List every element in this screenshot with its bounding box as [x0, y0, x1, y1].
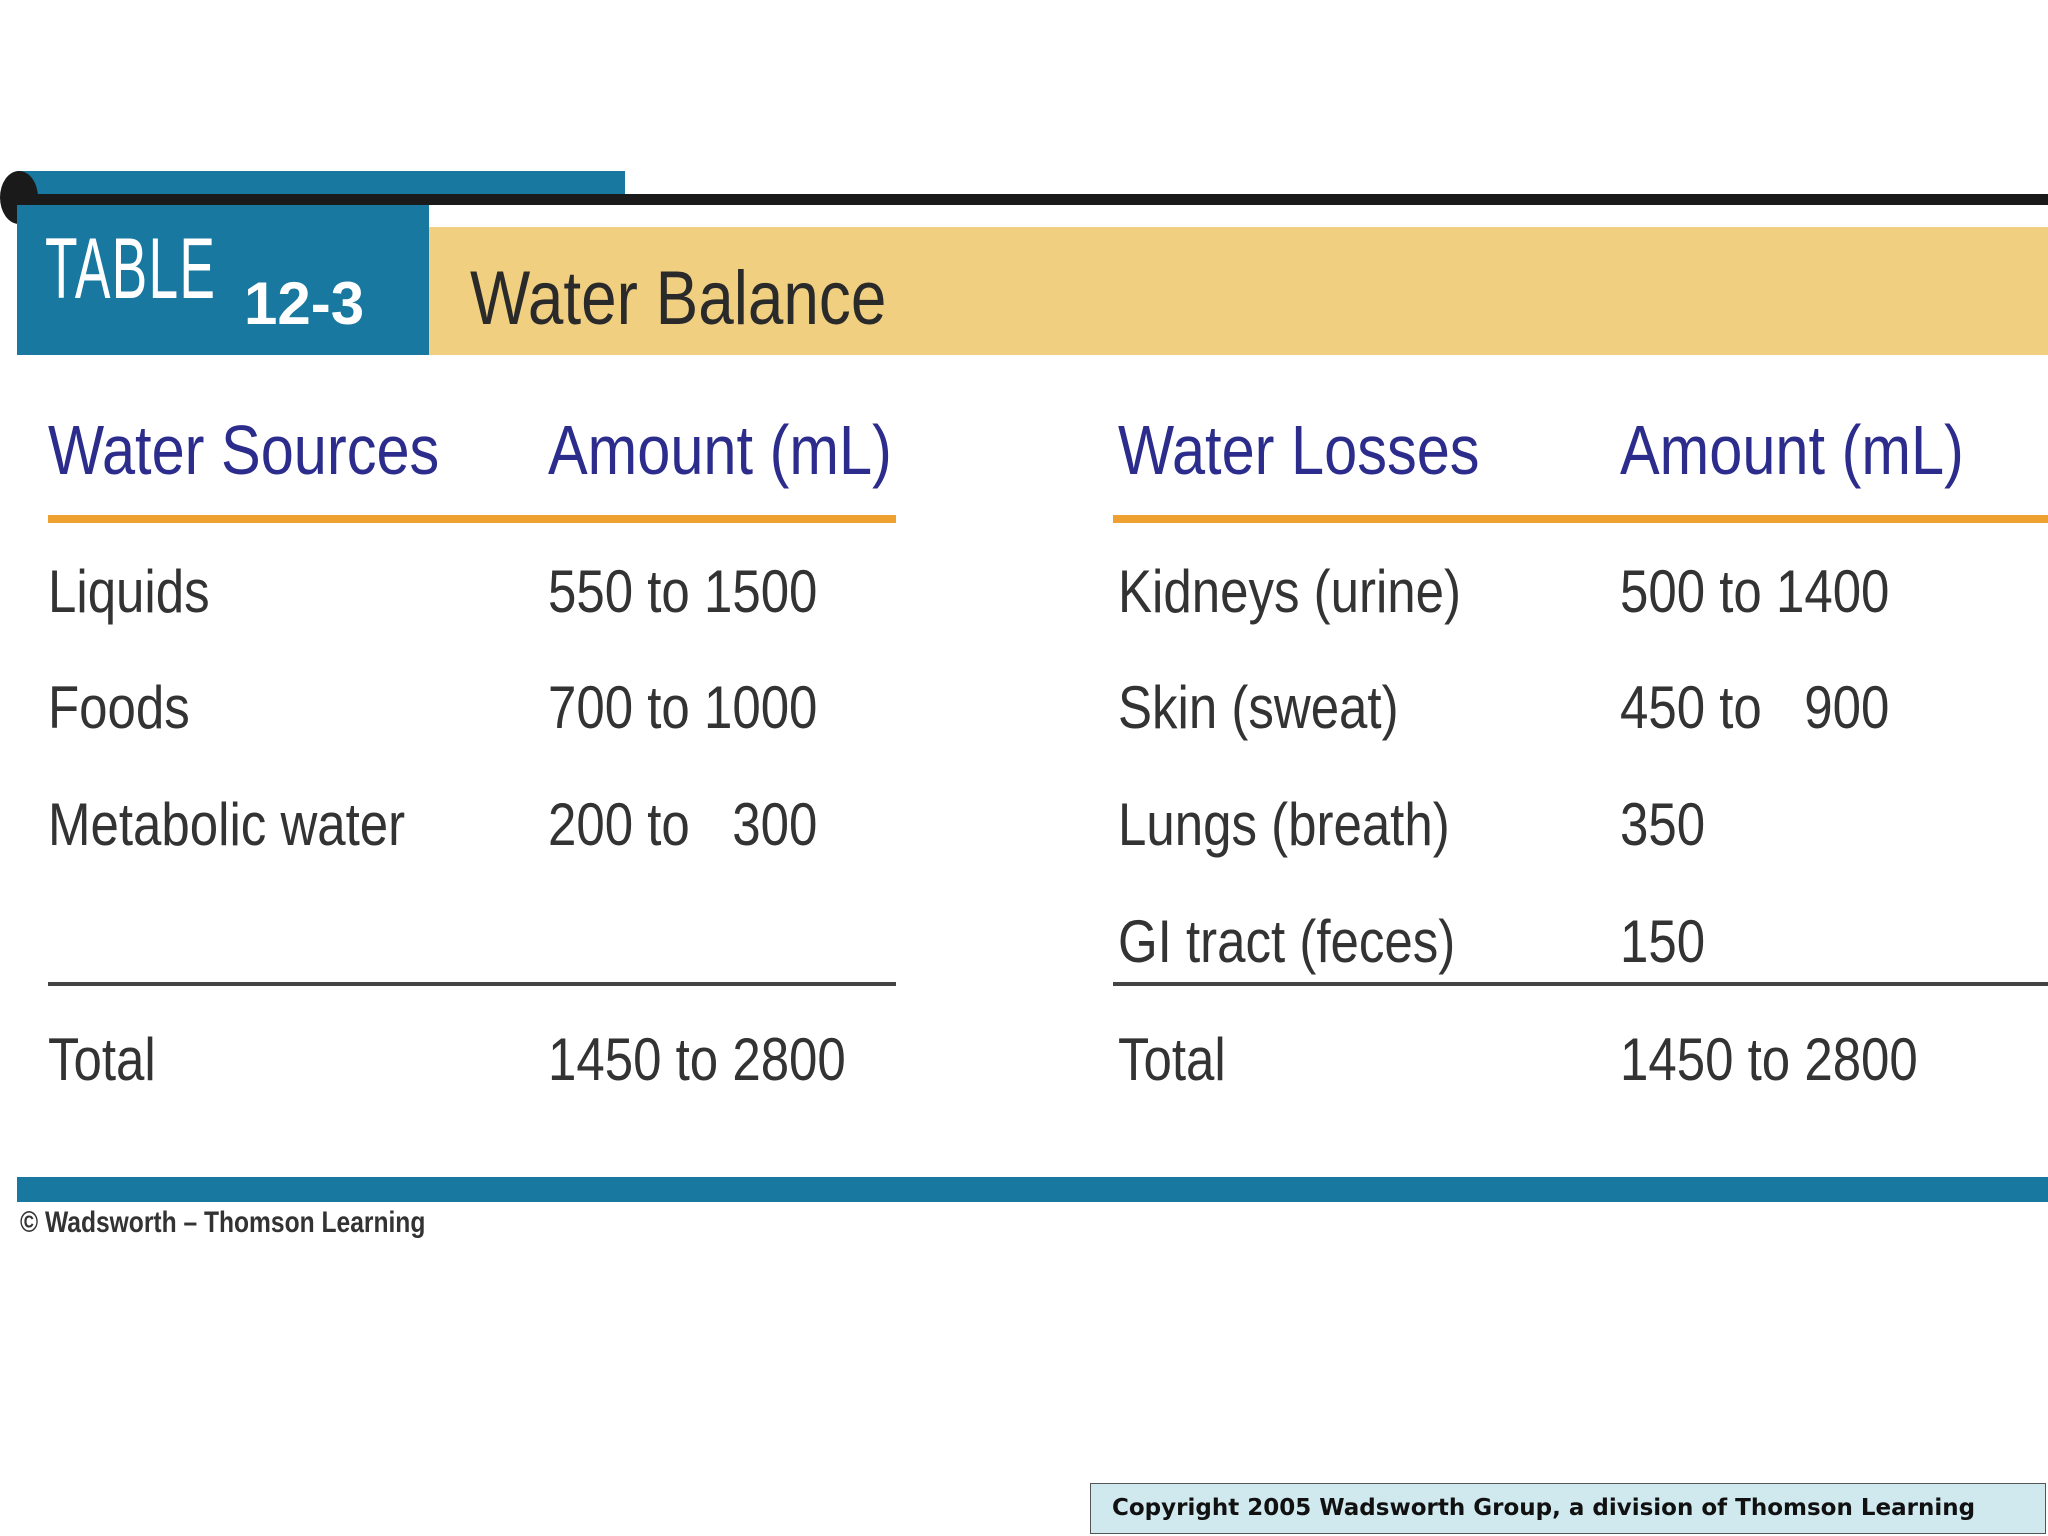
sources-row-name: Foods	[48, 674, 190, 741]
sources-header-amount: Amount (mL)	[548, 411, 892, 489]
sources-row-amount: 200 to 300	[548, 791, 818, 858]
losses-header-name: Water Losses	[1118, 411, 1480, 489]
sources-header-rule	[48, 515, 896, 523]
losses-total-rule	[1113, 982, 2048, 986]
losses-row-name: Kidneys (urine)	[1118, 558, 1461, 625]
copyright-box	[1090, 1483, 2046, 1534]
losses-row-amount: 450 to 900	[1620, 674, 1890, 741]
publisher-credit: © Wadsworth – Thomson Learning	[20, 1206, 426, 1239]
losses-total-amount: 1450 to 2800	[1620, 1026, 1918, 1093]
losses-row-amount: 350	[1620, 791, 1706, 858]
sources-total-rule	[48, 982, 896, 986]
losses-row-name: Skin (sweat)	[1118, 674, 1399, 741]
losses-row-name: Lungs (breath)	[1118, 791, 1450, 858]
sources-row-amount: 700 to 1000	[548, 674, 818, 741]
losses-total-label: Total	[1118, 1026, 1226, 1093]
sources-row-name: Metabolic water	[48, 791, 406, 858]
losses-row-amount: 150	[1620, 908, 1706, 975]
losses-header-amount: Amount (mL)	[1620, 411, 1964, 489]
sources-header-name: Water Sources	[48, 411, 440, 489]
losses-row-amount: 500 to 1400	[1620, 558, 1890, 625]
losses-row-name: GI tract (feces)	[1118, 908, 1456, 975]
header-rule	[17, 194, 2048, 205]
table-label-word: TABLE	[45, 221, 217, 317]
sources-row-name: Liquids	[48, 558, 210, 625]
sources-total-label: Total	[48, 1026, 156, 1093]
sources-row-amount: 550 to 1500	[548, 558, 818, 625]
table-label-number: 12-3	[244, 270, 365, 337]
losses-header-rule	[1113, 515, 2048, 523]
sources-total-amount: 1450 to 2800	[548, 1026, 846, 1093]
table-title: Water Balance	[470, 256, 887, 341]
footer-accent-bar	[17, 1177, 2048, 1202]
copyright-text: Copyright 2005 Wadsworth Group, a division of Thomson Learning	[1112, 1495, 1976, 1521]
